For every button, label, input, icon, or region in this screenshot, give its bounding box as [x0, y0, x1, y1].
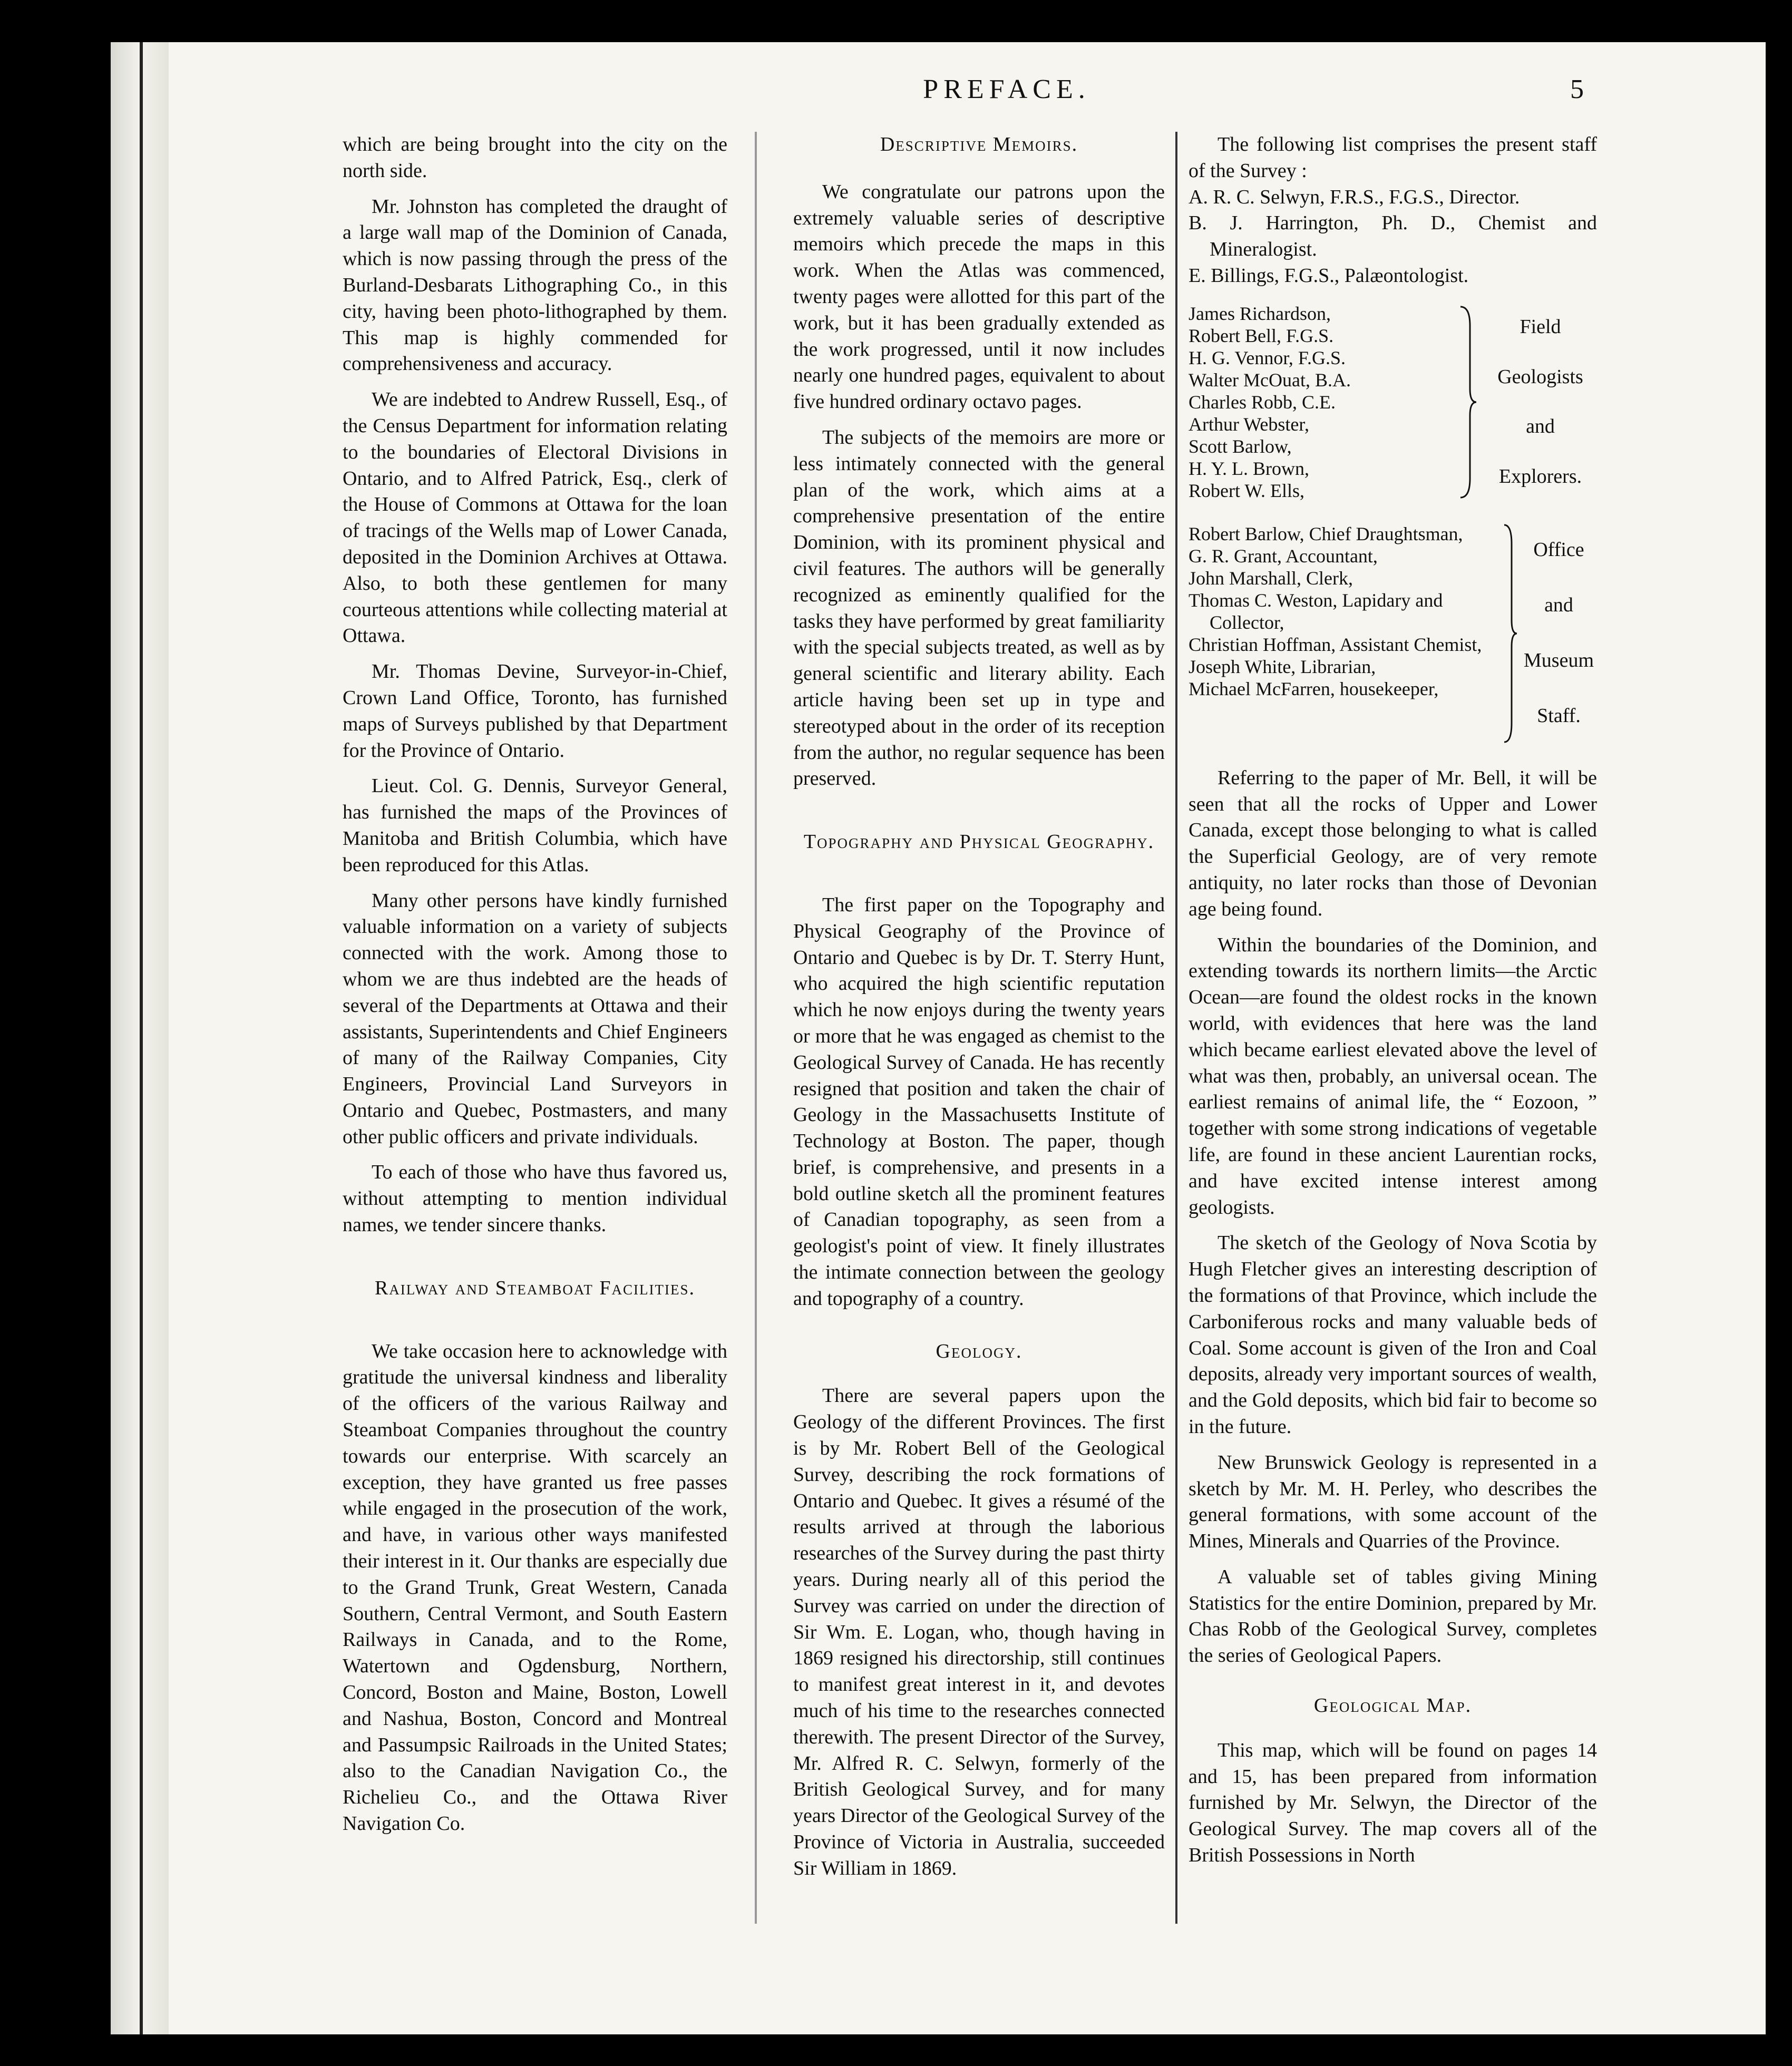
paragraph: To each of those who have thus favored us, without attempting to mention individual names, we tender sincere thanks. [343, 1161, 727, 1236]
brace-shape [1502, 523, 1518, 744]
staff-line: E. Billings, F.G.S., Palæontologist. [1189, 264, 1469, 287]
staff-name: Charles Robb, C.E. [1189, 391, 1336, 413]
paragraph: The subjects of the memoirs are more or less intimately connected with the general plan of the work, which aims at a comprehensive presentation of the entire Dominion, with its prominent physical and civil features. The authors will be generally recognized as eminently qualified for the tasks they have performed by great familiarity with the special subjects treated, as well as by general scientific and literary ability. Each article having been set up in type and stereotyped about in the order of its reception from the author, no regular sequence has been preserved. [793, 426, 1165, 790]
staff-name: John Marshall, Clerk, [1189, 567, 1353, 589]
paragraph: Within the boundaries of the Dominion, and extending towards its northern limits—the Arctic Ocean—are found the oldest rocks in the known world, with evidences that here was the land which became earliest elevated above the level of what was then, probably, an universal ocean. The earliest remains of animal life, the “ Eozoon, ” together with some strong indications of vegetable life, are found in these ancient Laurentian rocks, and have excited intense interest among geologists. [1189, 933, 1597, 1219]
field-staff-roles [1484, 303, 1597, 502]
role-label: Field [1520, 316, 1561, 338]
staff-name: Robert W. Ells, [1189, 480, 1305, 501]
brace-shape [1457, 305, 1478, 500]
role-label: Museum [1524, 649, 1594, 672]
staff-intro: The following list comprises the present staff of the Survey : [1189, 133, 1597, 182]
staff-name: Joseph White, Librarian, [1189, 656, 1376, 677]
staff-name: Michael McFarren, housekeeper, [1189, 678, 1439, 699]
paragraph: The first paper on the Topography and Physical Geography of the Province of Ontario and Quebec is by Dr. T. Sterry Hunt, who acquired the high scientific reputation which he now enjoys during the twenty years or more that he was engaged as chemist to the Geological Survey of Canada. He has recently resigned that position and taken the chair of Geology in the Massachusetts Institute of Technology at Boston. The paper, though brief, is comprehensive, and presents in a bold outline sketch all the prominent features of Canadian topography, as seen from a geologist's point of view. It finely illustrates the intimate connection between the geology and topography of a country. [793, 893, 1165, 1310]
paragraph: We congratulate our patrons upon the extremely valuable series of descriptive memoirs which precede the maps in this work. When the Atlas was commenced, twenty pages were allotted for this part of the work, but it has been gradually extended as the work progressed, until it now includes nearly one hundred pages, equivalent to about five hundred ordinary octavo pages. [793, 180, 1165, 413]
role-label: and [1526, 415, 1555, 438]
office-staff-group [1189, 523, 1597, 744]
paragraph: A valuable set of tables giving Mining Statistics for the entire Dominion, prepared by Mr. Chas Robb of the Geological Survey, completes the series of Geological Papers. [1189, 1565, 1597, 1667]
column-rule-2 [1175, 132, 1177, 1924]
column-3 [1189, 132, 1597, 1878]
paragraph: Mr. Thomas Devine, Surveyor-in-Chief, Crown Land Office, Toronto, has furnished maps of Surveys published by that Department for the Province of Ontario. [343, 660, 727, 762]
paragraph: Mr. Johnston has completed the draught of a large wall map of the Dominion of Canada, which is now passing through the press of the Burland-Desbarats Lithographing Co., in this city, having been photo-lithographed by them. This map is highly commended for comprehensiveness and accuracy. [343, 195, 727, 375]
staff-name: Walter McOuat, B.A. [1189, 369, 1351, 391]
paragraph: This map, which will be found on pages 14 and 15, has been prepared from information furnished by Mr. Selwyn, the Director of the Geological Survey. The map covers all of the British Possessions in North [1189, 1739, 1597, 1867]
role-label: Explorers. [1498, 465, 1582, 488]
paragraph: which are being brought into the city on the north side. [343, 133, 727, 182]
paragraph: We take occasion here to acknowledge with gratitude the universal kindness and liberality of the officers of the various Railway and Steamboat Companies throughout the country towards our enterprise. With scarcely an exception, they have granted us free passes while engaged in the prosecution of the work, and have, in various other ways manifested their interest in it. Our thanks are especially due to the Grand Trunk, Great Western, Canada Southern, Central Vermont, and South Eastern Railways in Canada, and to the Rome, Watertown and Ogdensburg, Northern, Concord, Boston and Maine, Boston, Lowell and Nashua, Boston, Concord and Montreal and Passumpsic Railroads in the United States; also to the Canadian Navigation Co., the Richelieu Co., and the Ottawa River Navigation Co. [343, 1340, 727, 1835]
brace [1499, 523, 1521, 744]
staff-name: H. G. Vennor, F.G.S. [1189, 347, 1346, 368]
paragraph: We are indebted to Andrew Russell, Esq., of the Census Department for information relating to the boundaries of Electoral Divisions in Ontario, and to Alfred Patrick, Esq., clerk of the House of Commons at Ottawa for the loan of tracings of the Wells map of Lower Canada, deposited in the Dominion Archives at Ottawa. Also, to both these gentlemen for many courteous attentions while collecting material at Ottawa. [343, 388, 727, 647]
role-label: Office [1533, 539, 1584, 561]
paragraph: Many other persons have kindly furnished valuable information on a variety of subjects connected with the work. Among those to whom we are thus indebted are the heads of several of the Departments at Ottawa and their assistants, Superintendents and Chief Engineers of many of the Railway Companies, City Engineers, Provincial Land Surveyors in Ontario and Quebec, Postmasters, and many other public officers and private individuals. [343, 889, 727, 1148]
section-heading-memoirs: Descriptive Memoirs. [880, 133, 1078, 155]
office-staff-names [1189, 523, 1499, 744]
section-heading-geology: Geology. [936, 1340, 1022, 1362]
staff-name: Thomas C. Weston, Lapidary and Collector, [1189, 589, 1443, 633]
field-staff-group [1189, 303, 1597, 502]
staff-name: Christian Hoffman, Assistant Chemist, [1189, 634, 1482, 655]
field-staff-names [1189, 303, 1452, 502]
staff-name: Robert Bell, F.G.S. [1189, 325, 1334, 346]
column-2 [793, 132, 1165, 1892]
paragraph: Lieut. Col. G. Dennis, Surveyor General, has furnished the maps of the Provinces of Manitoba and British Columbia, which have been reproduced for this Atlas. [343, 775, 727, 876]
staff-name: Arthur Webster, [1189, 413, 1309, 435]
staff-name: G. R. Grant, Accountant, [1189, 545, 1378, 567]
running-head-title: PREFACE. [923, 74, 1090, 104]
page-number: 5 [1570, 74, 1589, 104]
office-staff-roles [1521, 523, 1597, 744]
column-rule-1 [755, 132, 757, 1924]
role-label: Staff. [1537, 705, 1581, 727]
paragraph: There are several papers upon the Geology of the different Provinces. The first is by Mr. Robert Bell of the Geological Survey, describing the rock formations of Ontario and Quebec. It gives a résumé of the results arrived at through the laborious researches of the Survey during the past thirty years. During nearly all of this period the Survey was carried on under the direction of Sir Wm. E. Logan, who, though having in 1869 resigned his directorship, still continues to manifest great interest in it, and devotes much of his time to the researches connected therewith. The present Director of the Survey, Mr. Alfred R. C. Selwyn, formerly of the British Geological Survey, and for many years Director of the Geological Survey of the Province of Victoria in Australia, succeeded Sir William in 1869. [793, 1385, 1165, 1879]
role-label: Geologists [1497, 365, 1583, 388]
column-1 [343, 132, 727, 1847]
brace [1452, 303, 1484, 502]
section-heading-railway: Railway and Steamboat Facilities. [374, 1276, 696, 1299]
staff-line: B. J. Harrington, Ph. D., Chemist and Mineralogist. [1189, 212, 1597, 261]
staff-name: Scott Barlow, [1189, 435, 1292, 457]
staff-name: Robert Barlow, Chief Draughtsman, [1189, 523, 1463, 544]
section-heading-topography: Topography and Physical Geography. [803, 831, 1155, 853]
paragraph: New Brunswick Geology is represented in a sketch by Mr. M. H. Perley, who describes the general formations, with some account of the Mines, Minerals and Quarries of the Province. [1189, 1451, 1597, 1553]
paragraph: Referring to the paper of Mr. Bell, it will be seen that all the rocks of Upper and Lower Canada, except those belonging to what is called the Superficial Geology, are of very remote antiquity, no later rocks than those of Devonian age being found. [1189, 766, 1597, 920]
staff-name: H. Y. L. Brown, [1189, 457, 1310, 479]
role-label: and [1544, 594, 1573, 617]
staff-line: A. R. C. Selwyn, F.R.S., F.G.S., Director. [1189, 186, 1520, 208]
paragraph: The sketch of the Geology of Nova Scotia by Hugh Fletcher gives an interesting description of the formations of that Province, which include the Carboniferous rocks and many valuable beds of Coal. Some account is given of the Iron and Coal deposits, already very important sources of wealth, and the Gold deposits, which bid fair to become so in the future. [1189, 1232, 1597, 1438]
binding-edge [140, 42, 143, 2034]
staff-name: James Richardson, [1189, 303, 1331, 324]
section-heading-geological-map: Geological Map. [1313, 1694, 1472, 1717]
